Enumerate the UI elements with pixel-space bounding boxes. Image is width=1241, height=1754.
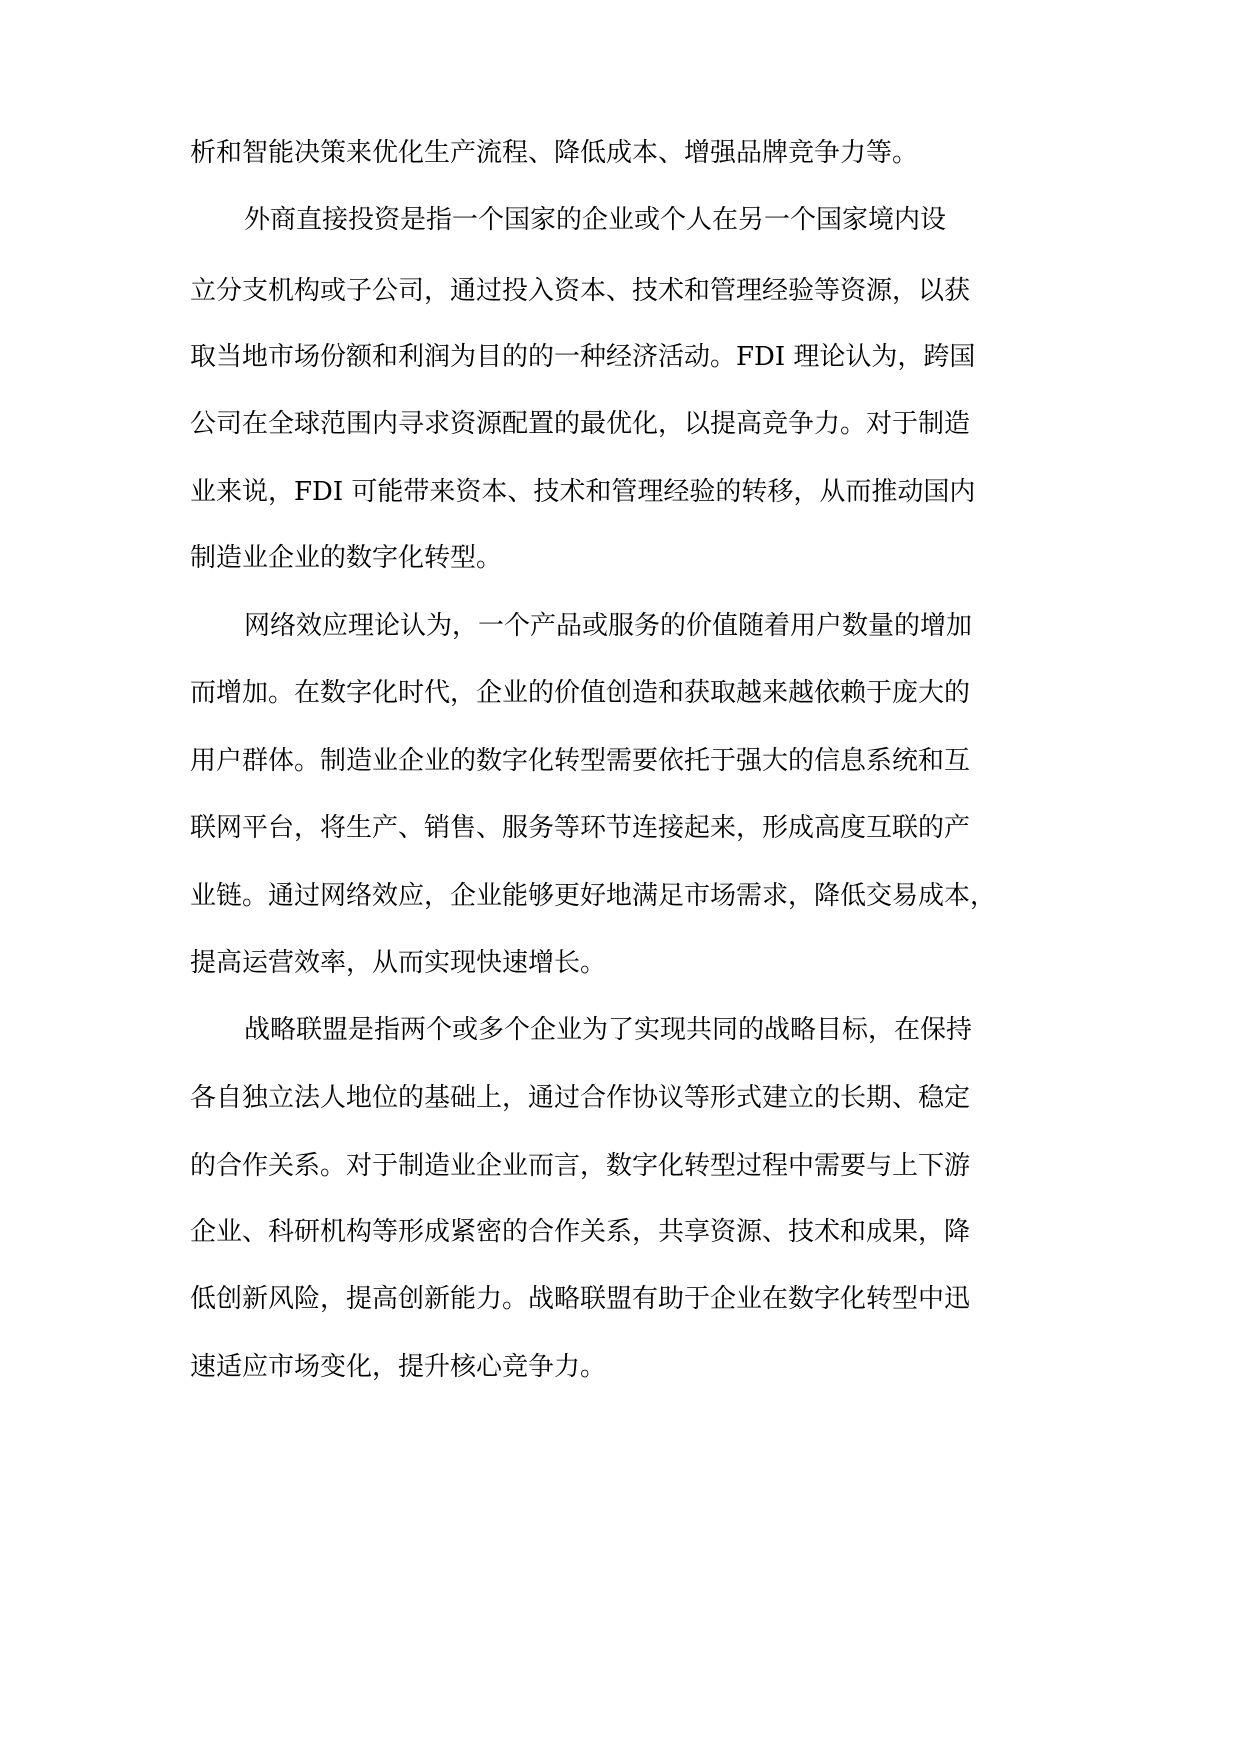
paragraph-2-line-2: 立分支机构或子公司，通过投入资本、技术和管理经验等资源，以获 bbox=[190, 276, 971, 306]
paragraph-3-line-2: 而增加。在数字化时代，企业的价值创造和获取越来越依赖于庞大的 bbox=[190, 678, 971, 708]
paragraph-4-line-2: 各自独立法人地位的基础上，通过合作协议等形式建立的长期、稳定 bbox=[190, 1083, 971, 1113]
paragraph-3-line-3: 用户群体。制造业企业的数字化转型需要依托于强大的信息系统和互 bbox=[190, 746, 971, 776]
paragraph-4-line-3: 的合作关系。对于制造业企业而言，数字化转型过程中需要与上下游 bbox=[190, 1151, 971, 1181]
paragraph-2-line-5: 业来说，FDI 可能带来资本、技术和管理经验的转移，从而推动国内 bbox=[190, 477, 976, 507]
paragraph-3-line-4: 联网平台，将生产、销售、服务等环节连接起来，形成高度互联的产 bbox=[190, 813, 971, 843]
paragraph-4-line-5: 低创新风险，提高创新能力。战略联盟有助于企业在数字化转型中迅 bbox=[190, 1284, 971, 1314]
paragraph-3-line-5: 业链。通过网络效应，企业能够更好地满足市场需求，降低交易成本， bbox=[190, 881, 997, 911]
paragraph-3-line-1: 网络效应理论认为，一个产品或服务的价值随着用户数量的增加 bbox=[244, 611, 973, 641]
paragraph-3-line-6: 提高运营效率，从而实现快速增长。 bbox=[190, 948, 607, 978]
paragraph-4-line-4: 企业、科研机构等形成紧密的合作关系，共享资源、技术和成果，降 bbox=[190, 1217, 971, 1247]
paragraph-2-line-1: 外商直接投资是指一个国家的企业或个人在另一个国家境内设 bbox=[244, 205, 947, 235]
paragraph-2-line-6: 制造业企业的数字化转型。 bbox=[190, 543, 503, 573]
paragraph-1-line-1: 析和智能决策来优化生产流程、降低成本、增强品牌竞争力等。 bbox=[190, 138, 919, 168]
paragraph-2-line-4: 公司在全球范围内寻求资源配置的最优化，以提高竞争力。对于制造 bbox=[190, 409, 971, 439]
paragraph-4-line-6: 速适应市场变化，提升核心竞争力。 bbox=[190, 1352, 607, 1382]
paragraph-2-line-3: 取当地市场份额和利润为目的的一种经济活动。FDI 理论认为，跨国 bbox=[190, 342, 976, 372]
paragraph-4-line-1: 战略联盟是指两个或多个企业为了实现共同的战略目标，在保持 bbox=[244, 1015, 973, 1045]
